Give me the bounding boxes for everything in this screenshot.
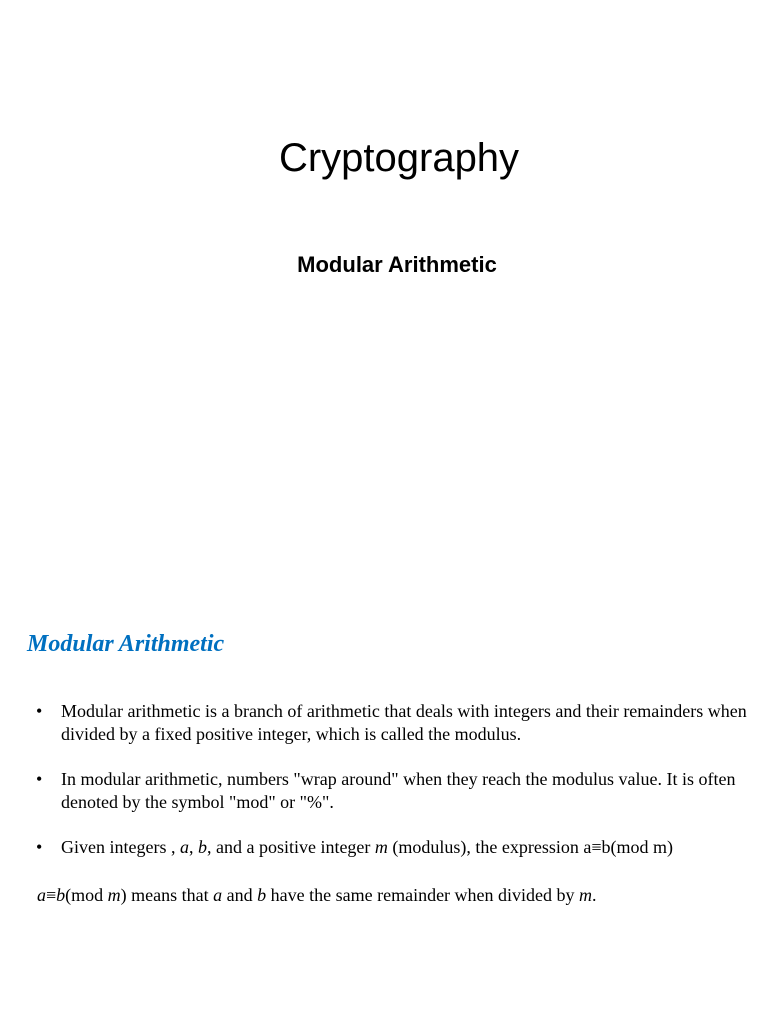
bullet-text bbox=[61, 837, 673, 857]
variable-b: b bbox=[56, 885, 66, 905]
bullet-text-part: , bbox=[188, 837, 198, 857]
variable-m: m bbox=[374, 837, 388, 857]
bullet-text-part: , and a positive integer bbox=[206, 837, 375, 857]
definition-text: and bbox=[222, 885, 258, 905]
definition-text: means that bbox=[126, 885, 214, 905]
definition-text: . bbox=[592, 885, 597, 905]
definition-text: have the same remainder when divided by bbox=[266, 885, 580, 905]
bullet-dot-icon: • bbox=[36, 701, 43, 721]
variable-b: b bbox=[257, 885, 267, 905]
bullet-item bbox=[36, 836, 748, 859]
bullet-text: In modular arithmetic, numbers "wrap around" when they reach the modulus value. It is often denoted by the symbol "mod" or "%". bbox=[61, 769, 736, 812]
bullet-item bbox=[36, 768, 748, 814]
slide-subtitle: Modular Arithmetic bbox=[297, 252, 497, 277]
variable-a: a bbox=[37, 885, 46, 905]
variable-a: a bbox=[179, 837, 189, 857]
congruence-symbol: ≡ bbox=[46, 885, 57, 905]
bullet-text-part: (modulus), the expression a≡b(mod m) bbox=[387, 837, 674, 857]
mod-close: ) bbox=[120, 885, 127, 905]
bullet-dot-icon: • bbox=[36, 837, 43, 857]
bullet-text-part: Given integers , bbox=[61, 837, 180, 857]
variable-a: a bbox=[213, 885, 223, 905]
mod-open: (mod bbox=[65, 885, 108, 905]
bullet-list bbox=[36, 700, 748, 859]
bullet-dot-icon: • bbox=[36, 769, 43, 789]
definition-line bbox=[37, 884, 749, 907]
bullet-item bbox=[36, 700, 748, 746]
variable-m: m bbox=[579, 885, 593, 905]
variable-m: m bbox=[107, 885, 121, 905]
section-heading: Modular Arithmetic bbox=[27, 631, 225, 657]
bullet-text: Modular arithmetic is a branch of arithmetic that deals with integers and their remainders when divided by a fixed positive integer, which is called the modulus. bbox=[61, 701, 747, 744]
slide-title: Cryptography bbox=[278, 136, 520, 180]
variable-b: b bbox=[197, 837, 207, 857]
